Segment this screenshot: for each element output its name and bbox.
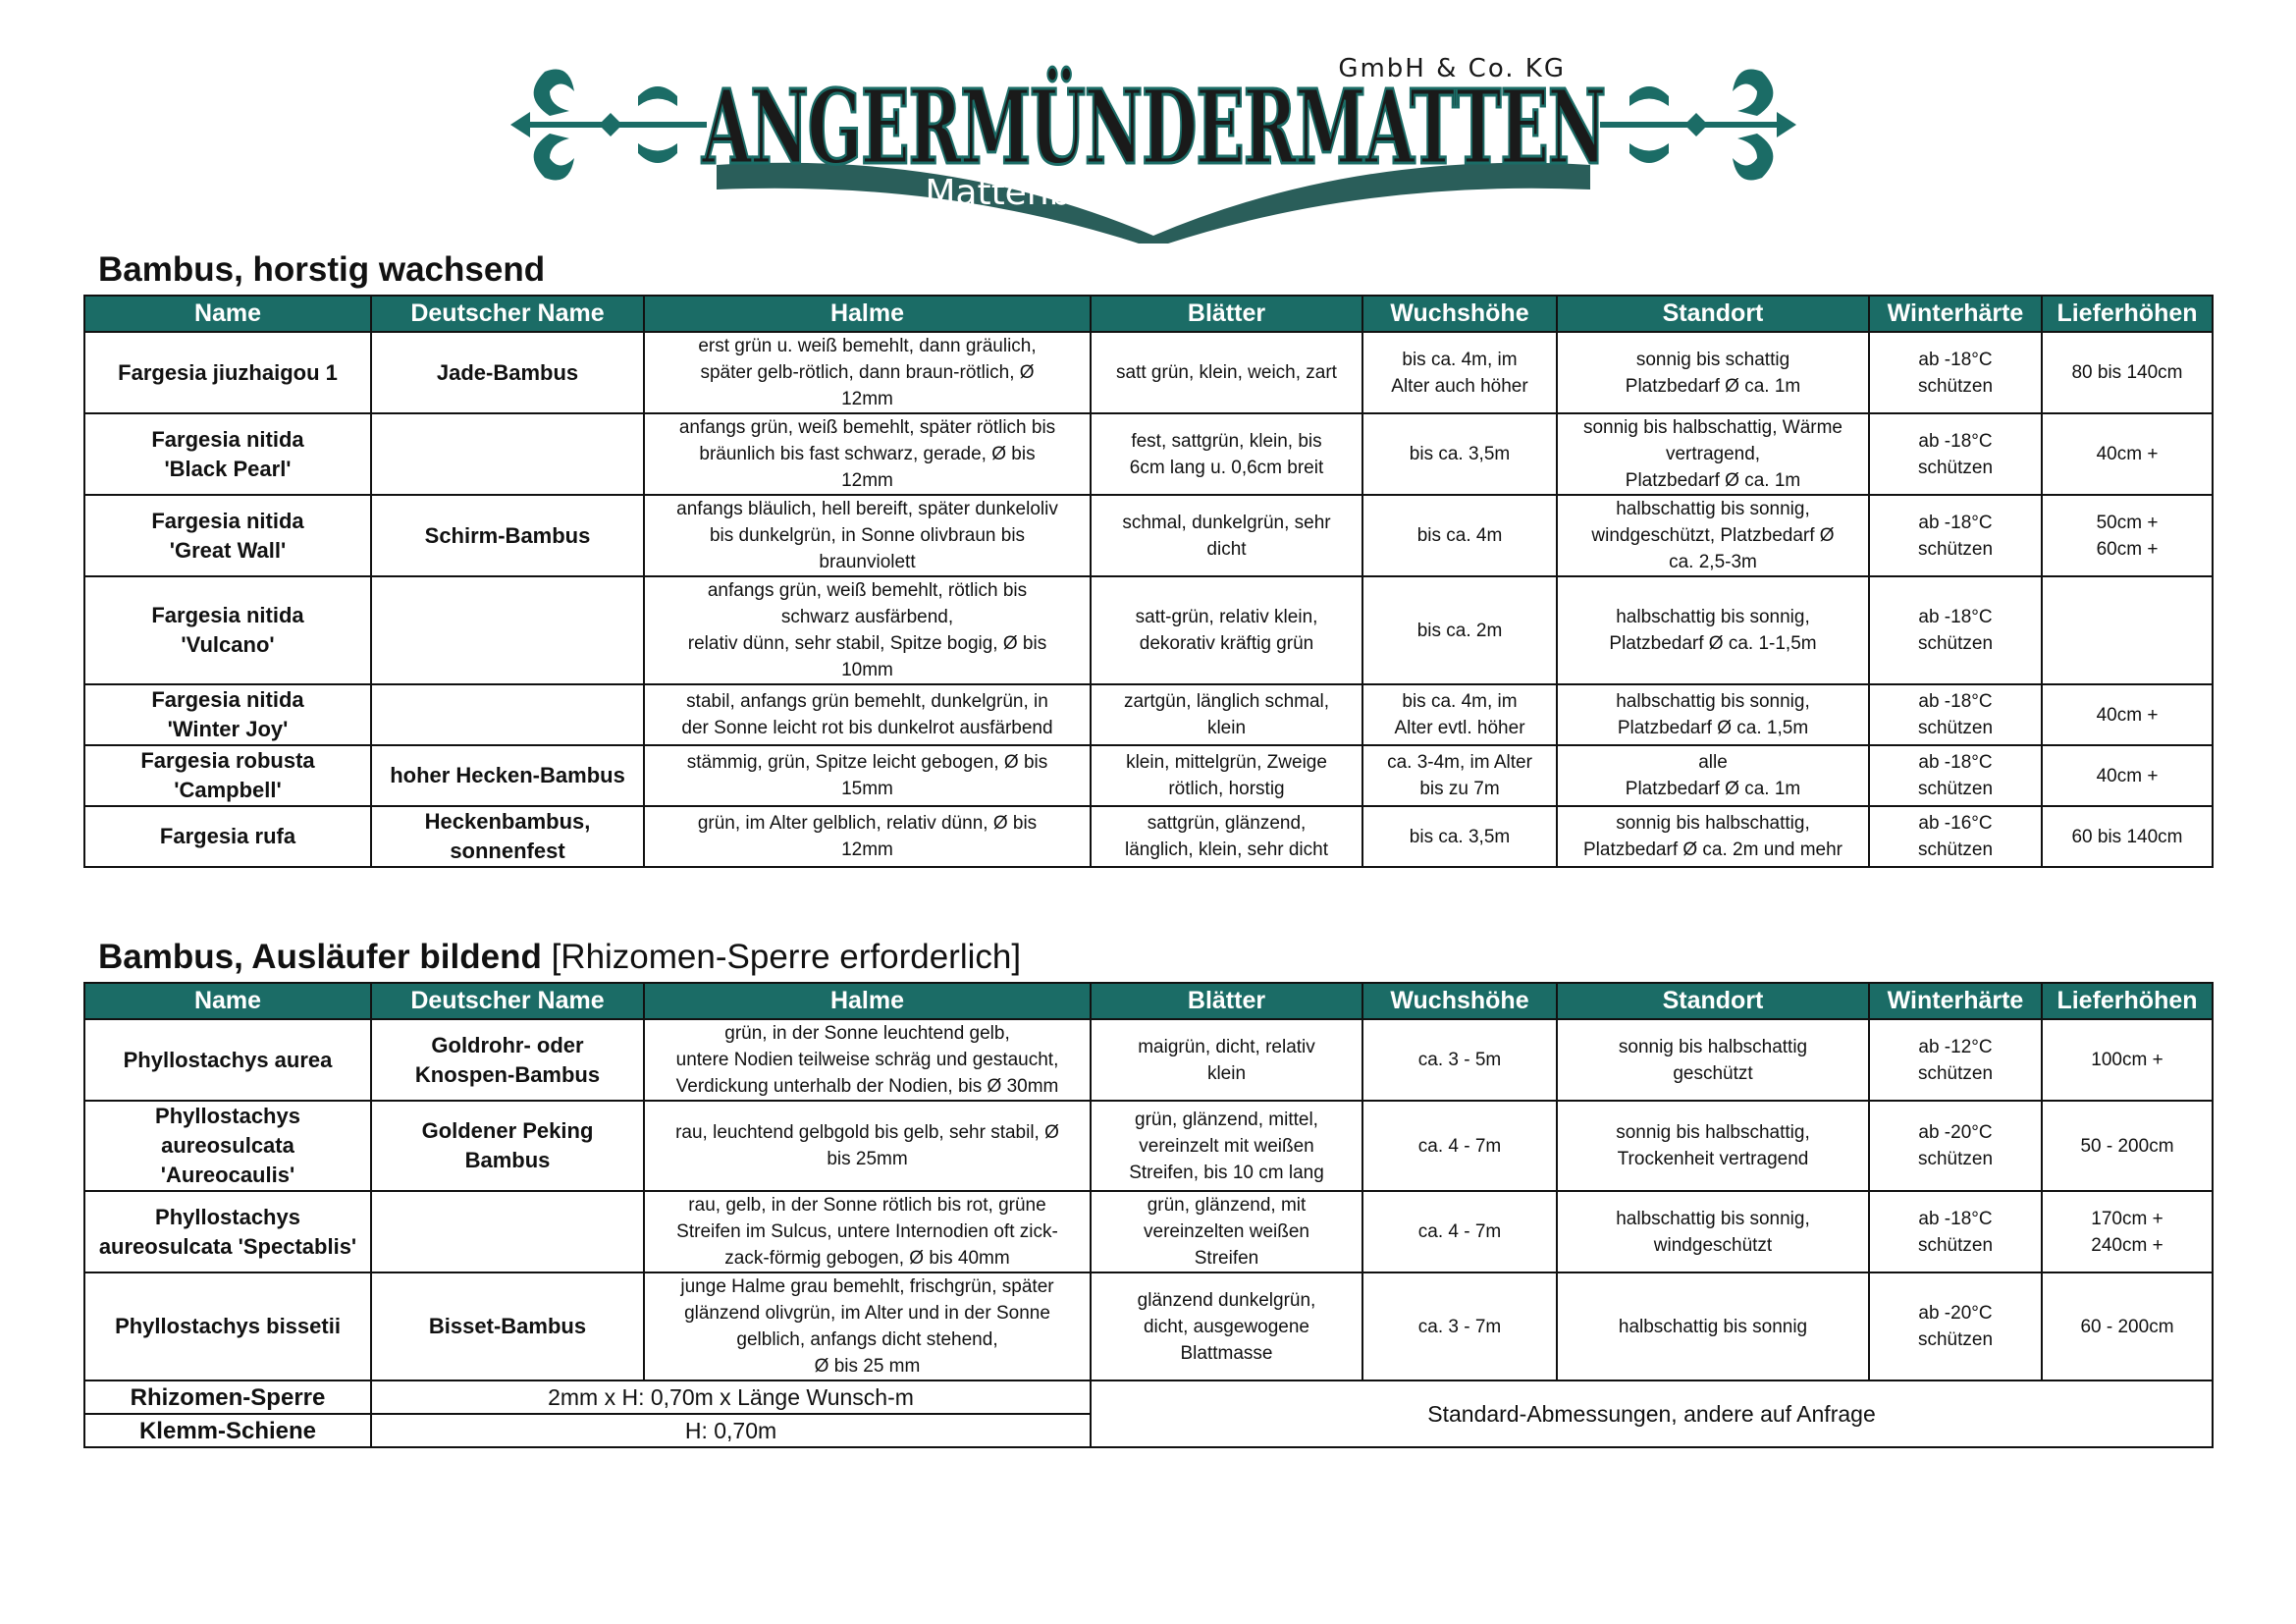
cell-wuchshoehe (1362, 1272, 1557, 1380)
column-header-winterhaerte: Winterhärte (1869, 296, 2042, 332)
cell-text: Fargesia robusta 'Campbell' (140, 748, 315, 802)
cell-wuchshoehe (1362, 1019, 1557, 1101)
table-row (84, 576, 2213, 684)
company-logo (510, 18, 1796, 244)
cell-text: hoher Hecken-Bambus (390, 763, 625, 787)
cell-lieferhoehen (2042, 1101, 2213, 1191)
cell-text: ab -18°C schützen (1917, 430, 1994, 478)
cell-winterhaerte (1869, 745, 2042, 806)
cell-text: satt grün, klein, weich, zart (1116, 362, 1337, 383)
cell-text: bis ca. 4m, im Alter auch höher (1391, 349, 1528, 397)
cell-wuchshoehe (1362, 1191, 1557, 1272)
cell-blaetter (1091, 745, 1362, 806)
cell-halme (644, 1191, 1091, 1272)
column-header-halme: Halme (644, 296, 1091, 332)
cell-deutscher-name (371, 745, 644, 806)
cell-text: stabil, anfangs grün bemehlt, dunkelgrün, in der Sonne leicht rot bis dunkelrot ausfärbend (681, 691, 1053, 738)
cell-blaetter (1091, 1272, 1362, 1380)
cell-text: Fargesia nitida 'Vulcano' (151, 603, 304, 657)
cell-blaetter (1091, 332, 1362, 413)
cell-deutscher-name (371, 1191, 644, 1272)
section-title-horstig (98, 250, 545, 290)
cell-text: satt-grün, relativ klein, dekorativ kräftig grün (1135, 607, 1318, 654)
table-row (84, 684, 2213, 745)
cell-text: halbschattig bis sonnig, Platzbedarf Ø ca. 1,5m (1616, 691, 1810, 738)
table-row (84, 745, 2213, 806)
cell-halme (644, 806, 1091, 867)
table-row (84, 1272, 2213, 1380)
accessory-label: Rhizomen-Sperre (84, 1380, 371, 1414)
column-header-blaetter: Blätter (1091, 983, 1362, 1019)
cell-text: ab -18°C schützen (1917, 1208, 1994, 1256)
cell-blaetter (1091, 576, 1362, 684)
cell-text: Fargesia jiuzhaigou 1 (118, 359, 338, 385)
cell-text: Phyllostachys bissetii (115, 1314, 341, 1338)
accessory-value: H: 0,70m (371, 1414, 1091, 1447)
table-row (84, 495, 2213, 576)
cell-text: ab -18°C schützen (1917, 691, 1994, 738)
cell-halme (644, 1019, 1091, 1101)
cell-text: bis ca. 3,5m (1409, 826, 1511, 847)
cell-halme (644, 745, 1091, 806)
cell-blaetter (1091, 806, 1362, 867)
table-row (84, 1191, 2213, 1272)
cell-text: sattgrün, glänzend, länglich, klein, sehr dicht (1125, 813, 1328, 860)
cell-standort (1557, 576, 1869, 684)
cell-name (84, 576, 371, 684)
cell-lieferhoehen (2042, 684, 2213, 745)
cell-text: sonnig bis schattig Platzbedarf Ø ca. 1m (1625, 349, 1801, 397)
cell-winterhaerte (1869, 806, 2042, 867)
cell-text: Schirm-Bambus (424, 522, 591, 548)
column-header-standort: Standort (1557, 296, 1869, 332)
cell-winterhaerte (1869, 1191, 2042, 1272)
cell-text: sonnig bis halbschattig, Platzbedarf Ø ca. 2m und mehr (1582, 813, 1842, 860)
cell-text: bis ca. 2m (1416, 620, 1503, 641)
cell-text: grün, im Alter gelblich, relativ dünn, Ø bis 12mm (697, 813, 1038, 860)
cell-text: grün, glänzend, mit vereinzelten weißen Streifen (1144, 1195, 1309, 1269)
cell-blaetter (1091, 495, 1362, 576)
cell-text: klein, mittelgrün, Zweige rötlich, horstig (1126, 752, 1327, 799)
cell-winterhaerte (1869, 1019, 2042, 1101)
cell-lieferhoehen (2042, 1272, 2213, 1380)
cell-lieferhoehen (2042, 1191, 2213, 1272)
cell-name (84, 684, 371, 745)
cell-text: rau, gelb, in der Sonne rötlich bis rot, grüne Streifen im Sulcus, untere Internodien oft zick- zack-förmig gebogen, Ø bis 40mm (676, 1195, 1058, 1269)
cell-text: alle Platzbedarf Ø ca. 1m (1625, 752, 1801, 799)
cell-name (84, 495, 371, 576)
table-row (84, 1019, 2213, 1101)
cell-text: anfangs grün, weiß bemehlt, später rötlich bis bräunlich bis fast schwarz, gerade, Ø bis 12mm (678, 417, 1056, 491)
cell-standort (1557, 1272, 1869, 1380)
cell-text: Jade-Bambus (436, 359, 579, 385)
cell-wuchshoehe (1362, 806, 1557, 867)
cell-text: ab -20°C schützen (1917, 1122, 1994, 1169)
cell-halme (644, 413, 1091, 495)
cell-wuchshoehe (1362, 332, 1557, 413)
bamboo-table-horstig (83, 295, 2214, 868)
cell-deutscher-name (371, 1101, 644, 1191)
cell-text: halbschattig bis sonnig, Platzbedarf Ø ca. 1-1,5m (1609, 607, 1817, 654)
left-flourish-icon (510, 70, 707, 181)
cell-text: bis ca. 4m, im Alter evtl. höher (1394, 691, 1525, 738)
cell-wuchshoehe (1362, 495, 1557, 576)
cell-text: halbschattig bis sonnig, windgeschützt, Platzbedarf Ø ca. 2,5-3m (1591, 499, 1835, 572)
bamboo-table-auslaeufer (83, 982, 2214, 1448)
table-row (84, 413, 2213, 495)
cell-standort (1557, 806, 1869, 867)
accessory-row-rhizom (84, 1380, 2213, 1414)
column-header-name: Name (84, 296, 371, 332)
cell-deutscher-name (371, 495, 644, 576)
cell-text: rau, leuchtend gelbgold bis gelb, sehr stabil, Ø bis 25mm (675, 1122, 1059, 1169)
cell-text: Goldrohr- oder Knospen-Bambus (414, 1032, 601, 1087)
cell-standort (1557, 1191, 1869, 1272)
column-header-standort: Standort (1557, 983, 1869, 1019)
cell-lieferhoehen (2042, 576, 2213, 684)
cell-deutscher-name (371, 332, 644, 413)
cell-text: Fargesia nitida 'Winter Joy' (151, 687, 304, 741)
cell-halme (644, 1101, 1091, 1191)
table-row (84, 332, 2213, 413)
cell-name (84, 413, 371, 495)
column-header-name: Name (84, 983, 371, 1019)
section-title-text: Bambus, Ausläufer bildend (98, 938, 542, 976)
cell-text: maigrün, dicht, relativ klein (1138, 1036, 1315, 1084)
cell-deutscher-name (371, 1019, 644, 1101)
cell-text: ca. 4 - 7m (1417, 1135, 1502, 1157)
cell-text: 40cm + (2096, 444, 2159, 464)
cell-blaetter (1091, 684, 1362, 745)
cell-text: 50cm + 60cm + (2096, 512, 2159, 560)
column-header-deutscher-name: Deutscher Name (371, 296, 644, 332)
cell-winterhaerte (1869, 576, 2042, 684)
cell-text: Fargesia rufa (159, 824, 296, 848)
cell-standort (1557, 332, 1869, 413)
section-title-auslaeufer (98, 938, 1021, 977)
accessory-note: Standard-Abmessungen, andere auf Anfrage (1091, 1380, 2213, 1447)
cell-deutscher-name (371, 1272, 644, 1380)
column-header-wuchshoehe: Wuchshöhe (1362, 983, 1557, 1019)
cell-text: Heckenbambus, sonnenfest (424, 809, 591, 863)
cell-text: halbschattig bis sonnig, windgeschützt (1616, 1208, 1810, 1256)
cell-text: sonnig bis halbschattig, Trockenheit vertragend (1616, 1122, 1810, 1169)
cell-lieferhoehen (2042, 1019, 2213, 1101)
cell-standort (1557, 684, 1869, 745)
column-header-deutscher-name: Deutscher Name (371, 983, 644, 1019)
section-title-text: Bambus, horstig wachsend (98, 250, 546, 289)
logo-suffix: GmbH & Co. KG (1338, 54, 1566, 83)
cell-blaetter (1091, 1191, 1362, 1272)
cell-text: 60 bis 140cm (2071, 826, 2183, 847)
cell-name (84, 806, 371, 867)
cell-text: ab -18°C schützen (1917, 607, 1994, 654)
cell-wuchshoehe (1362, 1101, 1557, 1191)
column-header-lieferhoehen: Lieferhöhen (2042, 983, 2213, 1019)
column-header-lieferhoehen: Lieferhöhen (2042, 296, 2213, 332)
cell-text: ca. 4 - 7m (1417, 1221, 1502, 1242)
cell-winterhaerte (1869, 684, 2042, 745)
table-row (84, 1101, 2213, 1191)
cell-text: anfangs bläulich, hell bereift, später dunkeloliv bis dunkelgrün, in Sonne olivbraun bis braunviolett (676, 499, 1058, 572)
cell-lieferhoehen (2042, 332, 2213, 413)
cell-text: grün, glänzend, mittel, vereinzelt mit weißen Streifen, bis 10 cm lang (1129, 1109, 1324, 1183)
cell-text: glänzend dunkelgrün, dicht, ausgewogene Blattmasse (1137, 1289, 1316, 1364)
cell-text: 40cm + (2096, 765, 2159, 786)
cell-lieferhoehen (2042, 745, 2213, 806)
table-row (84, 806, 2213, 867)
cell-text: stämmig, grün, Spitze leicht gebogen, Ø bis 15mm (686, 752, 1048, 799)
cell-name (84, 1019, 371, 1101)
cell-text: Fargesia nitida 'Great Wall' (151, 508, 304, 563)
cell-text: Fargesia nitida 'Black Pearl' (151, 426, 304, 481)
cell-text: ab -18°C schützen (1917, 349, 1994, 397)
cell-standort (1557, 1101, 1869, 1191)
cell-text: erst grün u. weiß bemehlt, dann gräulich, später gelb-rötlich, dann braun-rötlich, Ø 12mm (698, 336, 1037, 409)
cell-standort (1557, 1019, 1869, 1101)
cell-name (84, 1272, 371, 1380)
cell-halme (644, 684, 1091, 745)
cell-wuchshoehe (1362, 684, 1557, 745)
cell-text: ab -20°C schützen (1917, 1303, 1994, 1350)
cell-text: Phyllostachys aureosulcata 'Aureocaulis' (155, 1104, 300, 1187)
cell-text: 80 bis 140cm (2071, 362, 2183, 383)
logo-wordmark: ANGERMÜNDERM (702, 67, 1761, 188)
cell-winterhaerte (1869, 1272, 2042, 1380)
cell-wuchshoehe (1362, 576, 1557, 684)
cell-wuchshoehe (1362, 745, 1557, 806)
cell-text: ab -16°C schützen (1917, 813, 1994, 860)
right-flourish-icon (1600, 70, 1796, 181)
cell-text: ca. 3 - 5m (1417, 1050, 1502, 1070)
accessory-value: 2mm x H: 0,70m x Länge Wunsch-m (371, 1380, 1091, 1414)
cell-text: ab -18°C schützen (1917, 512, 1994, 560)
cell-text: bis ca. 4m (1416, 525, 1503, 546)
cell-halme (644, 495, 1091, 576)
cell-name (84, 1191, 371, 1272)
logo-website: Mattenbriga.de (925, 173, 1196, 213)
cell-text: sonnig bis halbschattig geschützt (1618, 1036, 1808, 1084)
cell-winterhaerte (1869, 495, 2042, 576)
cell-standort (1557, 745, 1869, 806)
column-header-halme: Halme (644, 983, 1091, 1019)
cell-text: 170cm + 240cm + (2091, 1208, 2163, 1256)
cell-halme (644, 1272, 1091, 1380)
cell-deutscher-name (371, 684, 644, 745)
accessory-label: Klemm-Schiene (84, 1414, 371, 1447)
column-header-blaetter: Blätter (1091, 296, 1362, 332)
table-header-row (84, 983, 2213, 1019)
cell-text: sonnig bis halbschattig, Wärme vertragend, Platzbedarf Ø ca. 1m (1582, 417, 1842, 491)
cell-text: fest, sattgrün, klein, bis 6cm lang u. 0,6cm breit (1129, 430, 1324, 478)
cell-deutscher-name (371, 576, 644, 684)
cell-lieferhoehen (2042, 806, 2213, 867)
cell-text: 40cm + (2096, 704, 2159, 726)
cell-name (84, 1101, 371, 1191)
cell-text: 60 - 200cm (2080, 1316, 2174, 1337)
cell-wuchshoehe (1362, 413, 1557, 495)
cell-text: schmal, dunkelgrün, sehr dicht (1122, 512, 1331, 560)
cell-text: anfangs grün, weiß bemehlt, rötlich bis schwarz ausfärbend, relativ dünn, sehr stabil, Spitze bogig, Ø bis 10mm (687, 580, 1047, 680)
cell-halme (644, 332, 1091, 413)
cell-blaetter (1091, 1101, 1362, 1191)
cell-text: halbschattig bis sonnig (1618, 1316, 1808, 1337)
table-header-row (84, 296, 2213, 332)
cell-standort (1557, 413, 1869, 495)
cell-text: junge Halme grau bemehlt, frischgrün, später glänzend olivgrün, im Alter und in der Sonne gelblich, anfangs dicht stehend, Ø bis 25 mm (680, 1276, 1054, 1377)
cell-name (84, 332, 371, 413)
cell-deutscher-name (371, 806, 644, 867)
cell-text: ca. 3 - 7m (1417, 1316, 1502, 1337)
cell-text: ca. 3-4m, im Alter bis zu 7m (1387, 752, 1532, 799)
cell-deutscher-name (371, 413, 644, 495)
cell-text: grün, in der Sonne leuchtend gelb, untere Nodien teilweise schräg und gestaucht, Verdickung unterhalb der Nodien, bis Ø 30mm (675, 1023, 1059, 1097)
cell-blaetter (1091, 1019, 1362, 1101)
cell-text: 50 - 200cm (2080, 1135, 2174, 1157)
cell-name (84, 745, 371, 806)
cell-text: 100cm + (2091, 1050, 2163, 1070)
cell-text: bis ca. 3,5m (1409, 444, 1511, 464)
cell-blaetter (1091, 413, 1362, 495)
cell-text: Phyllostachys aureosulcata 'Spectablis' (98, 1204, 357, 1259)
cell-text: ab -18°C schützen (1917, 752, 1994, 799)
cell-text: Goldener Peking Bambus (421, 1118, 594, 1172)
cell-lieferhoehen (2042, 495, 2213, 576)
cell-text: Bisset-Bambus (428, 1314, 587, 1338)
cell-text: ab -12°C schützen (1917, 1036, 1994, 1084)
cell-text: Phyllostachys aurea (123, 1047, 333, 1072)
cell-winterhaerte (1869, 413, 2042, 495)
cell-standort (1557, 495, 1869, 576)
cell-text: zartgün, länglich schmal, klein (1123, 691, 1330, 738)
column-header-winterhaerte: Winterhärte (1869, 983, 2042, 1019)
column-header-wuchshoehe: Wuchshöhe (1362, 296, 1557, 332)
cell-winterhaerte (1869, 1101, 2042, 1191)
cell-halme (644, 576, 1091, 684)
cell-winterhaerte (1869, 332, 2042, 413)
cell-lieferhoehen (2042, 413, 2213, 495)
section-subtitle: [Rhizomen-Sperre erforderlich] (551, 938, 1022, 976)
